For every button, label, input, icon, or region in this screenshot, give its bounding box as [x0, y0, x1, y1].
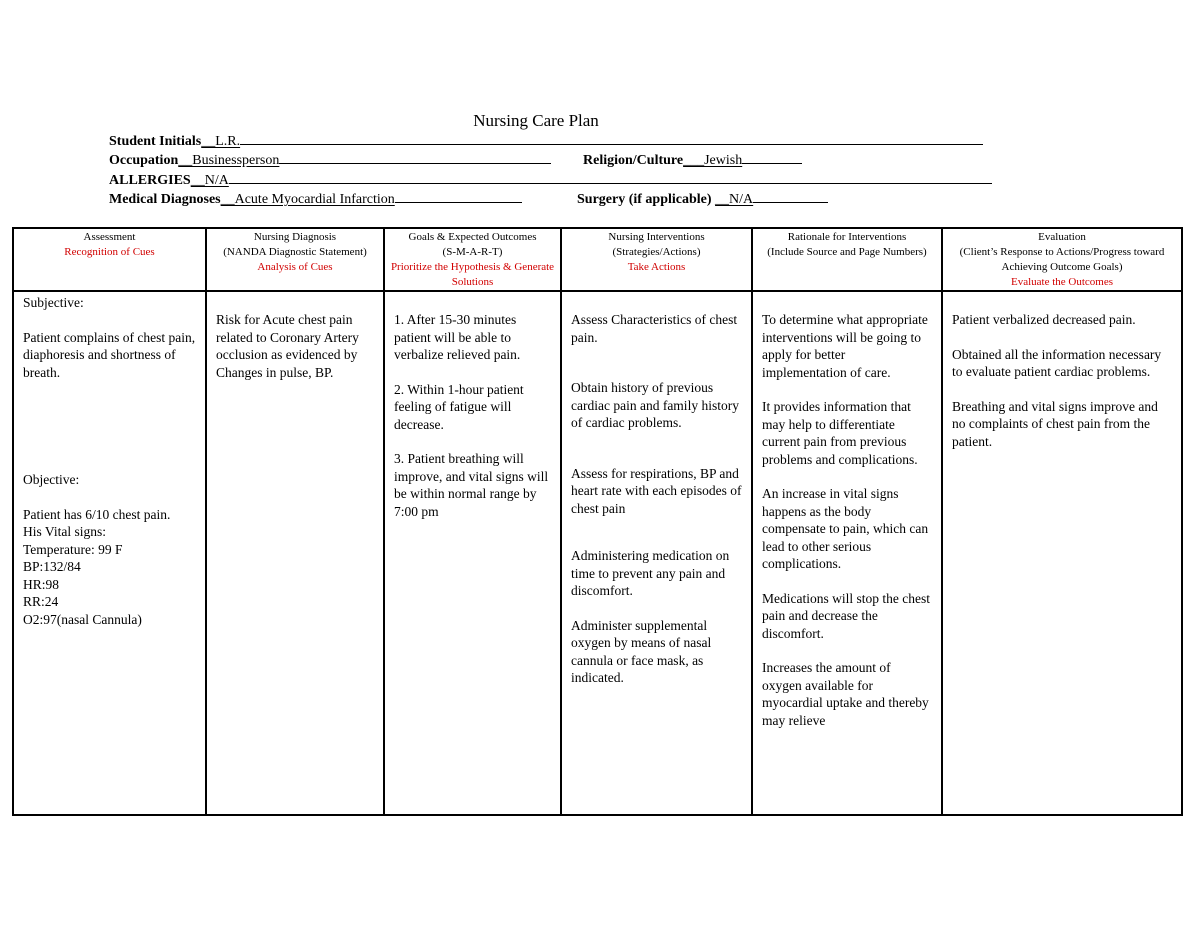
- student-initials-value[interactable]: __L.R.: [201, 134, 241, 149]
- surgery-row: [577, 189, 828, 209]
- objective-line: Patient has 6/10 chest pain.: [23, 506, 171, 522]
- evaluation-item: Breathing and vital signs improve and no complaints of chest pain from the patient.: [952, 398, 1158, 449]
- surgery-value[interactable]: __N/A: [715, 192, 754, 207]
- allergies-row: [109, 170, 992, 190]
- objective-label: Objective:: [23, 472, 80, 487]
- header-goals: Goals & Expected Outcomes (S-M-A-R-T) Prioritize the Hypothesis & Generate Solutions: [384, 228, 561, 291]
- intervention-item: Assess Characteristics of chest pain.: [571, 312, 738, 345]
- rationale-item: To determine what appropriate interventions will be going to apply for better implementation of care.: [762, 312, 928, 380]
- evaluation-item: Obtained all the information necessary to evaluate patient cardiac problems.: [952, 346, 1162, 379]
- objective-line: Temperature: 99 F: [23, 541, 123, 557]
- surgery-label: Surgery (if applicable): [577, 192, 712, 207]
- occupation-row: [109, 150, 551, 170]
- student-initials-row: [109, 131, 983, 151]
- header-nursing-diagnosis: Nursing Diagnosis (NANDA Diagnostic Statement) Analysis of Cues: [206, 228, 384, 291]
- intervention-item: Administer supplemental oxygen by means of nasal cannula or face mask, as indicated.: [571, 617, 712, 685]
- goal-item: 3. Patient breathing will improve, and vital signs will be within normal range by 7:00 pm: [394, 451, 549, 519]
- objective-line: BP:132/84: [23, 559, 81, 574]
- religion-value[interactable]: ___Jewish: [683, 153, 743, 168]
- care-plan-table: [12, 227, 1183, 816]
- rationale-item: Increases the amount of oxygen available for myocardial uptake and thereby may relieve: [762, 660, 929, 728]
- rationale-item: It provides information that may help to differentiate current pain from previous problems and complications.: [762, 399, 918, 467]
- student-initials-label: Student Initials: [109, 134, 202, 149]
- allergies-value[interactable]: __N/A: [190, 173, 229, 188]
- diagnosis-cell[interactable]: [206, 291, 384, 815]
- objective-line: HR:98: [23, 576, 60, 592]
- page-title: Nursing Care Plan: [473, 111, 599, 130]
- subjective-text: Patient complains of chest pain, diaphoresis and shortness of breath.: [23, 329, 196, 380]
- medical-diagnoses-row: [109, 189, 522, 209]
- objective-line: His Vital signs:: [23, 524, 106, 539]
- religion-row: [583, 150, 802, 170]
- medical-diagnoses-label: Medical Diagnoses: [109, 192, 221, 207]
- table-header-row: [13, 228, 1182, 291]
- goals-cell[interactable]: [384, 291, 561, 815]
- subjective-label: Subjective:: [23, 295, 84, 310]
- diagnosis-text: Risk for Acute chest pain related to Coronary Artery occlusion as evidenced by Changes in pulse, BP.: [216, 312, 359, 380]
- rationale-cell[interactable]: [752, 291, 942, 815]
- assessment-cell[interactable]: [13, 291, 206, 815]
- goal-item: 2. Within 1-hour patient feeling of fatigue will decrease.: [394, 381, 524, 432]
- objective-line: O2:97(nasal Cannula): [23, 611, 142, 627]
- occupation-label: Occupation: [109, 153, 179, 168]
- allergies-label: ALLERGIES: [109, 173, 191, 188]
- interventions-cell[interactable]: [561, 291, 752, 815]
- rationale-item: Medications will stop the chest pain and decrease the discomfort.: [762, 590, 930, 641]
- table-row: [13, 291, 1182, 815]
- goal-item: 1. After 15-30 minutes patient will be able to verbalize relieved pain.: [394, 312, 521, 362]
- evaluation-cell[interactable]: [942, 291, 1182, 815]
- header-nursing-interventions: Nursing Interventions (Strategies/Actions) Take Actions: [561, 228, 752, 291]
- objective-line: RR:24: [23, 594, 59, 609]
- medical-diagnoses-value[interactable]: __Acute Myocardial Infarction: [220, 192, 395, 207]
- intervention-item: Administering medication on time to prevent any pain and discomfort.: [571, 548, 730, 598]
- intervention-item: Assess for respirations, BP and heart rate with each episodes of chest pain: [571, 465, 742, 516]
- religion-label: Religion/Culture: [583, 153, 684, 168]
- occupation-value[interactable]: __Businessperson: [178, 153, 280, 168]
- header-rationale: Rationale for Interventions (Include Source and Page Numbers): [752, 228, 942, 291]
- evaluation-item: Patient verbalized decreased pain.: [952, 312, 1136, 327]
- intervention-item: Obtain history of previous cardiac pain and family history of cardiac problems.: [571, 380, 739, 430]
- rationale-item: An increase in vital signs happens as the body compensate to pain, which can lead to other serious complications.: [762, 486, 929, 571]
- header-evaluation: Evaluation (Client’s Response to Actions/Progress toward Achieving Outcome Goals) Evaluate the Outcomes: [942, 228, 1182, 291]
- header-assessment: Assessment Recognition of Cues: [13, 228, 206, 291]
